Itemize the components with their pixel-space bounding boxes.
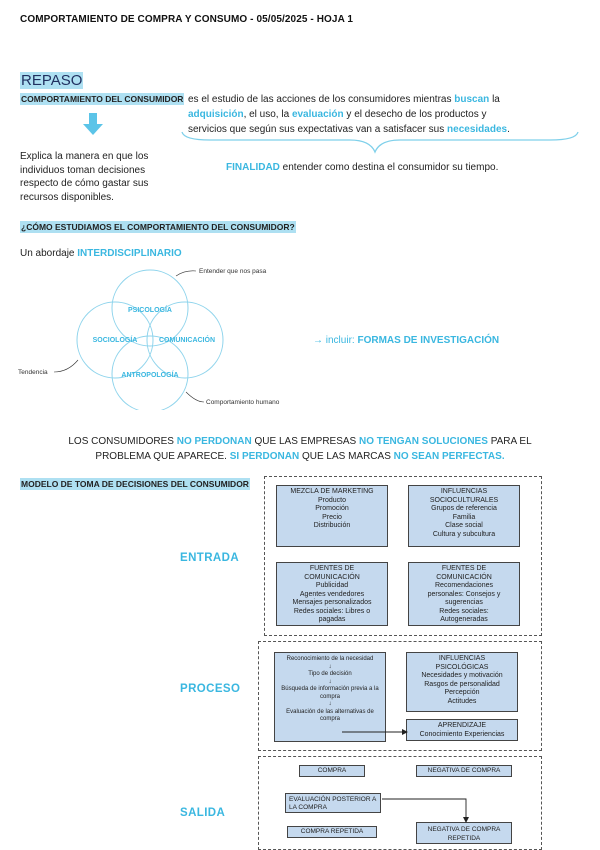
venn-label-antropologia: ANTROPOLOGÍA <box>121 372 179 379</box>
arrow-salida-icon <box>380 795 480 823</box>
abordaje-text: Un abordaje INTERDISCIPLINARIO <box>20 248 182 259</box>
flujo-busqueda: Búsqueda de información previa a la compra <box>281 686 379 700</box>
venn-label-sociologia: SOCIOLOGÍA <box>92 337 138 344</box>
venn-note-bottom: Comportamiento humano <box>206 399 280 406</box>
term-comportamiento-consumidor: COMPORTAMIENTO DEL CONSUMIDOR <box>21 94 184 104</box>
box-aprendizaje: APRENDIZAJE Conocimiento Experiencias <box>406 719 518 741</box>
flujo-reconocimiento: Reconocimiento de la necesidad <box>286 656 374 662</box>
section-heading-repaso: REPASO <box>21 72 83 89</box>
venn-note-left: Tendencia <box>18 369 48 376</box>
box-compra: COMPRA <box>299 765 365 777</box>
arrow-down-icon <box>83 113 103 137</box>
finalidad-text: FINALIDAD entender como destina el consumidor su tiempo. <box>226 162 499 173</box>
flujo-tipo-decision: Tipo de decisión <box>308 671 352 677</box>
box-influencias-socioculturales: INFLUENCIAS SOCIOCULTURALES Grupos de referencia Familia Clase social Cultura y subcultura <box>408 485 520 547</box>
box-evaluacion-posterior: EVALUACIÓN POSTERIOR A LA COMPRA <box>285 793 381 813</box>
venn-diagram <box>10 260 320 410</box>
box-compra-repetida: COMPRA REPETIDA <box>287 826 377 838</box>
box-mezcla-marketing: MEZCLA DE MARKETING Producto Promoción Precio Distribución <box>276 485 388 547</box>
box-negativa-repetida: NEGATIVA DE COMPRA REPETIDA <box>416 822 512 844</box>
box-fuentes-comunicacion: FUENTES DE COMUNICACIÓN Publicidad Agentes vendedores Mensajes personalizados Redes sociales: Libres o pagadas <box>276 562 388 626</box>
stage-proceso: PROCESO <box>180 683 241 695</box>
box-influencias-psicologicas: INFLUENCIAS PSICOLÓGICAS Necesidades y motivación Rasgos de personalidad Percepción Actitudes <box>406 652 518 712</box>
modelo-heading: MODELO DE TOMA DE DECISIONES DEL CONSUMIDOR <box>21 479 249 489</box>
venn-note-top: Entender que nos pasa <box>199 268 267 275</box>
consumidores-statement: LOS CONSUMIDORES NO PERDONAN QUE LAS EMPRESAS NO TENGAN SOLUCIONES PARA EL PROBLEMA QUE APARECE. SI PERDONAN QUE LAS MARCAS NO SEAN PERFECTAS. <box>68 436 532 462</box>
venn-label-comunicacion: COMUNICACIÓN <box>159 337 215 344</box>
explica-text: Explica la manera en que los individuos toman decisiones respecto de cómo gastar sus recursos disponibles. <box>20 151 149 203</box>
definition-text: es el estudio de las acciones de los consumidores mientras buscan la adquisición, el uso, la evaluación y el desecho de los productos y servicios que según sus expectativas van a satisfacer sus necesidades. <box>188 94 510 135</box>
flow-arrow-icon: ↓ <box>328 678 332 685</box>
brace-shape <box>180 130 580 156</box>
venn-label-psicologia: PSICOLOGÍA <box>128 307 172 314</box>
question-heading: ¿CÓMO ESTUDIAMOS EL COMPORTAMIENTO DEL CONSUMIDOR? <box>21 222 295 232</box>
incluir-text: → incluir: FORMAS DE INVESTIGACIÓN <box>313 335 500 346</box>
flow-arrow-icon: ↓ <box>328 701 332 707</box>
box-negativa-compra: NEGATIVA DE COMPRA <box>416 765 512 777</box>
stage-entrada: ENTRADA <box>180 552 240 564</box>
flujo-evaluacion: Evaluación de las alternativas de compra <box>286 708 374 722</box>
flow-arrow-icon: ↓ <box>328 663 332 670</box>
box-fuentes-comunicacion-personales: FUENTES DE COMUNICACIÓN Recomendaciones personales: Consejos y sugerencias Redes sociales: Autogeneradas <box>408 562 520 626</box>
stage-salida: SALIDA <box>180 807 226 819</box>
arrow-aprendizaje-icon <box>340 725 410 737</box>
page-title: COMPORTAMIENTO DE COMPRA Y CONSUMO - 05/05/2025 - HOJA 1 <box>20 14 354 25</box>
